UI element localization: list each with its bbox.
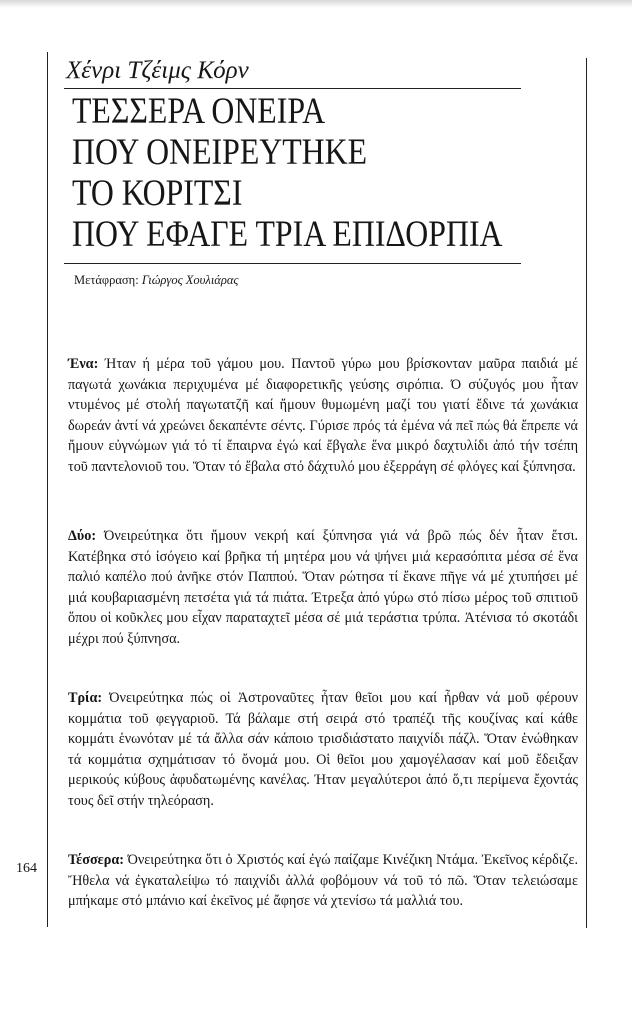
dream-text: Όνειρεύτηκα ὅτι ἤμουν νεκρή καί ξύπνησα γιά νά βρῶ πώς δέν ἦταν ἔτσι. Κατέβηκα στό ἰσόγειο καί βρῆκα τή μητέρα μου νά ψήνει μιά κερασόπιτα μέσα σέ ἕνα παλιό καπέλο πού ἀνῆκε στόν Παππού. Ὅταν ρώτησα τί ἔκανε πῆγε νά μέ χτυπήσει μέ μιά κουβαριασμένη πετσέτα γιά τά πιάτα. Έτρεξα ἀπό γύρω στό πίσω μέρος τοῦ σπιτιοῦ ὅπου οἱ κοῦκλες μου εἶχαν παραταχτεῖ μέσα σέ μιά τεράστια τρύπα. Ἀτένισα τό σκοτάδι μέχρι πού ξύπνησα. <box>68 528 578 647</box>
translator-credit <box>74 272 239 288</box>
rule-under-title <box>64 263 521 264</box>
translator-label: Μετάφραση: <box>74 273 139 287</box>
title-line: ΠΟΥ ΕΦΑΓΕ ΤΡΙΑ ΕΠΙΔΟΡΠΙΑ <box>72 214 503 255</box>
scan-edge <box>0 0 632 8</box>
page-number: 164 <box>16 861 37 876</box>
dream-three <box>68 688 578 811</box>
dream-two <box>68 526 578 649</box>
dream-label: Τρία: <box>68 690 103 706</box>
left-frame-line <box>47 52 48 927</box>
dream-text: Όνειρεύτηκα πώς οἱ Ἀστροναῦτες ἦταν θεῖοι μου καί ἦρθαν νά μοῦ φέρουν κομμάτια τοῦ φεγγαριοῦ. Τά βάλαμε στή σειρά στό τραπέζι τῆς κουζίνας καί κάθε κομμάτι ἑνωνόταν μέ τά ἄλλα σάν κάποιο τρισδιάστατο παιχνίδι πάζλ. Ὅταν ἑνώθηκαν τά κομμάτια σχημάτισαν τό ὄνομά μου. Οἱ θεῖοι μου χαμογέλασαν καί μοῦ ἔδειξαν μερικούς κύβους ἀφυδατωμένης κανέλας. Ήταν μεγαλύτεροι ἀπό ὅ,τι περίμενα ἔχοντάς τους δεῖ στήν τηλεόραση. <box>68 690 579 809</box>
title-line: ΤΟ ΚΟΡΙΤΣΙ <box>72 173 243 214</box>
title-line: ΠΟΥ ΟΝΕΙΡΕΥΤΗΚΕ <box>72 132 368 173</box>
story-title <box>72 91 503 256</box>
author-name: Χένρι Τζέιμς Κόρν <box>66 57 249 84</box>
dream-label: Ένα: <box>68 356 99 372</box>
title-line: ΤΕΣΣΕΡΑ ΟΝΕΙΡΑ <box>72 91 326 132</box>
dream-four <box>68 850 578 912</box>
dream-label: Τέσσερα: <box>68 852 124 868</box>
translator-name: Γιώργος Χουλιάρας <box>141 273 239 287</box>
dream-text: Ήταν ή μέρα τοῦ γάμου μου. Παντοῦ γύρω μου βρίσκονταν μαῦρα παιδιά μέ παγωτά χωνάκια περιχυμένα μέ διαφορετικῆς γεύσης σιρόπια. Ό σύζυγός μου ἦταν ντυμένος μέ στολή παγωτατζῆ καί ἤμουν θυμωμένη μαζί του γιατί ἔδινε τά χωνάκια δωρεάν ἀντί νά χρεώνει δεκαπέντε σέντς. Γύρισε πρός τά ἐμένα νά πεῖ πώς θά ἔπρεπε νά ἤμουν εὐγνώμων γιά τό τί ἔπαιρνα ἐγώ καί ἔβγαλε ἕνα μικρό δαχτυλίδι ἀπό τήν τσέπη τοῦ παντελονιοῦ του. Ὅταν τό ἔβαλα στό δάχτυλό μου ἐξερράγη σέ φλόγες καί ξύπνησα. <box>68 356 579 475</box>
dream-label: Δύο: <box>68 528 97 544</box>
right-frame-line <box>586 58 587 928</box>
dream-one <box>68 354 578 477</box>
rule-under-author <box>64 88 521 89</box>
dream-text: Όνειρεύτηκα ὅτι ὁ Χριστός καί ἐγώ παίζαμε Κινέζικη Ντάμα. Ἐκεῖνος κέρδιζε. Ἤθελα νά ἐγκαταλείψω τό παιχνίδι ἀλλά φοβόμουν νά τοῦ τό πῶ. Ὅταν τελειώσαμε μπήκαμε στό μπάνιο καί ἐκεῖνος μέ ἄφησε νά χτενίσω τά μαλλιά του. <box>68 852 578 909</box>
